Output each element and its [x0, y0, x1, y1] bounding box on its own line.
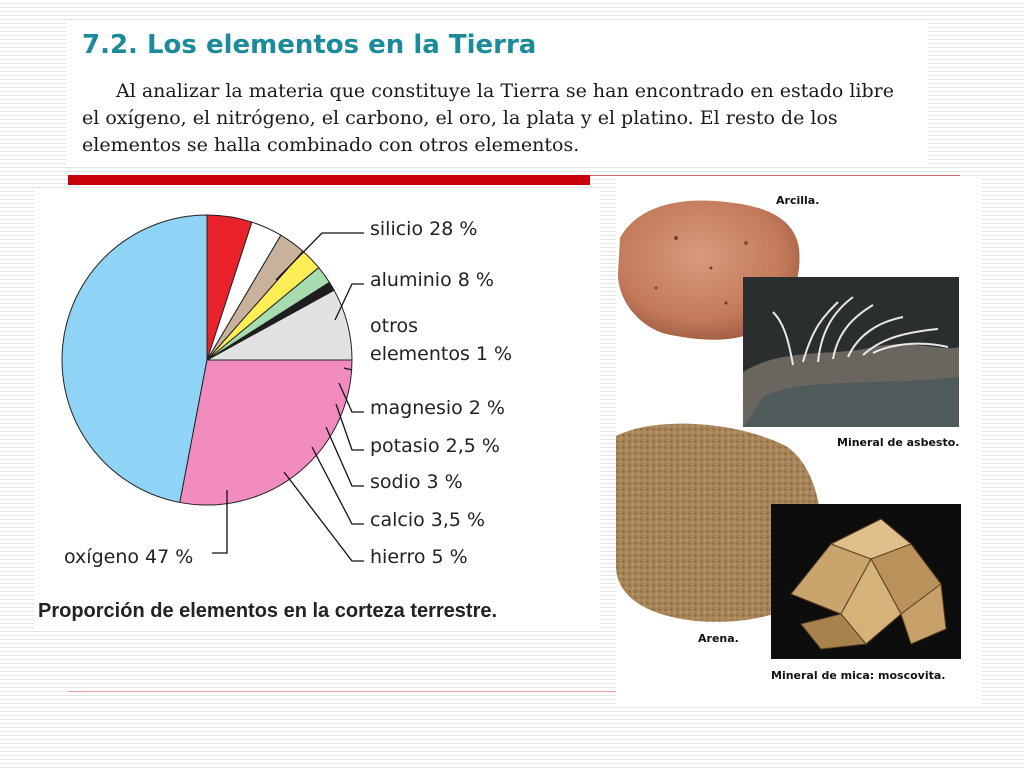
- chart-panel: [34, 190, 600, 630]
- caption-arcilla: Arcilla.: [776, 194, 820, 207]
- caption-asbesto: Mineral de asbesto.: [837, 436, 960, 449]
- slice-label-7: sodio 3 %: [370, 471, 463, 493]
- intro-paragraph: Al analizar la materia que constituye la Tierra se han encontrado en estado libre el oxígeno, el nitrógeno, el carbono, el oro, la plata y el platino. El resto de los elementos se halla combinado con otros elementos.: [82, 80, 894, 156]
- mica-photo: [771, 504, 961, 659]
- photo-panel: [616, 178, 982, 705]
- slice-label-9: hierro 5 %: [370, 546, 468, 568]
- slice-label-2: silicio 28 %: [370, 218, 478, 240]
- slice-label-4: otros: [370, 315, 418, 337]
- bottom-divider-line: [68, 691, 616, 692]
- caption-arena: Arena.: [698, 632, 739, 645]
- slice-label-5: magnesio 2 %: [370, 397, 505, 419]
- asbestos-photo: [743, 277, 959, 427]
- slice-label-6: potasio 2,5 %: [370, 435, 500, 457]
- slice-label-1: oxígeno 47 %: [64, 546, 194, 568]
- slice-label-3: aluminio 8 %: [370, 269, 494, 291]
- chart-title: Proporción de elementos en la corteza terrestre.: [38, 600, 498, 622]
- red-divider-bar: [68, 175, 590, 185]
- slide-title: 7.2. Los elementos en la Tierra: [82, 30, 537, 60]
- red-divider-line: [590, 175, 960, 176]
- slice-label-8: calcio 3,5 %: [370, 509, 486, 531]
- pie-slice-2: [180, 360, 352, 505]
- leader-line-7: [326, 427, 364, 486]
- slice-label-4-line2: elementos 1 %: [370, 343, 513, 365]
- caption-mica: Mineral de mica: moscovita.: [771, 669, 946, 682]
- pie-chart: [34, 190, 600, 630]
- pie-slice-1: [62, 215, 207, 502]
